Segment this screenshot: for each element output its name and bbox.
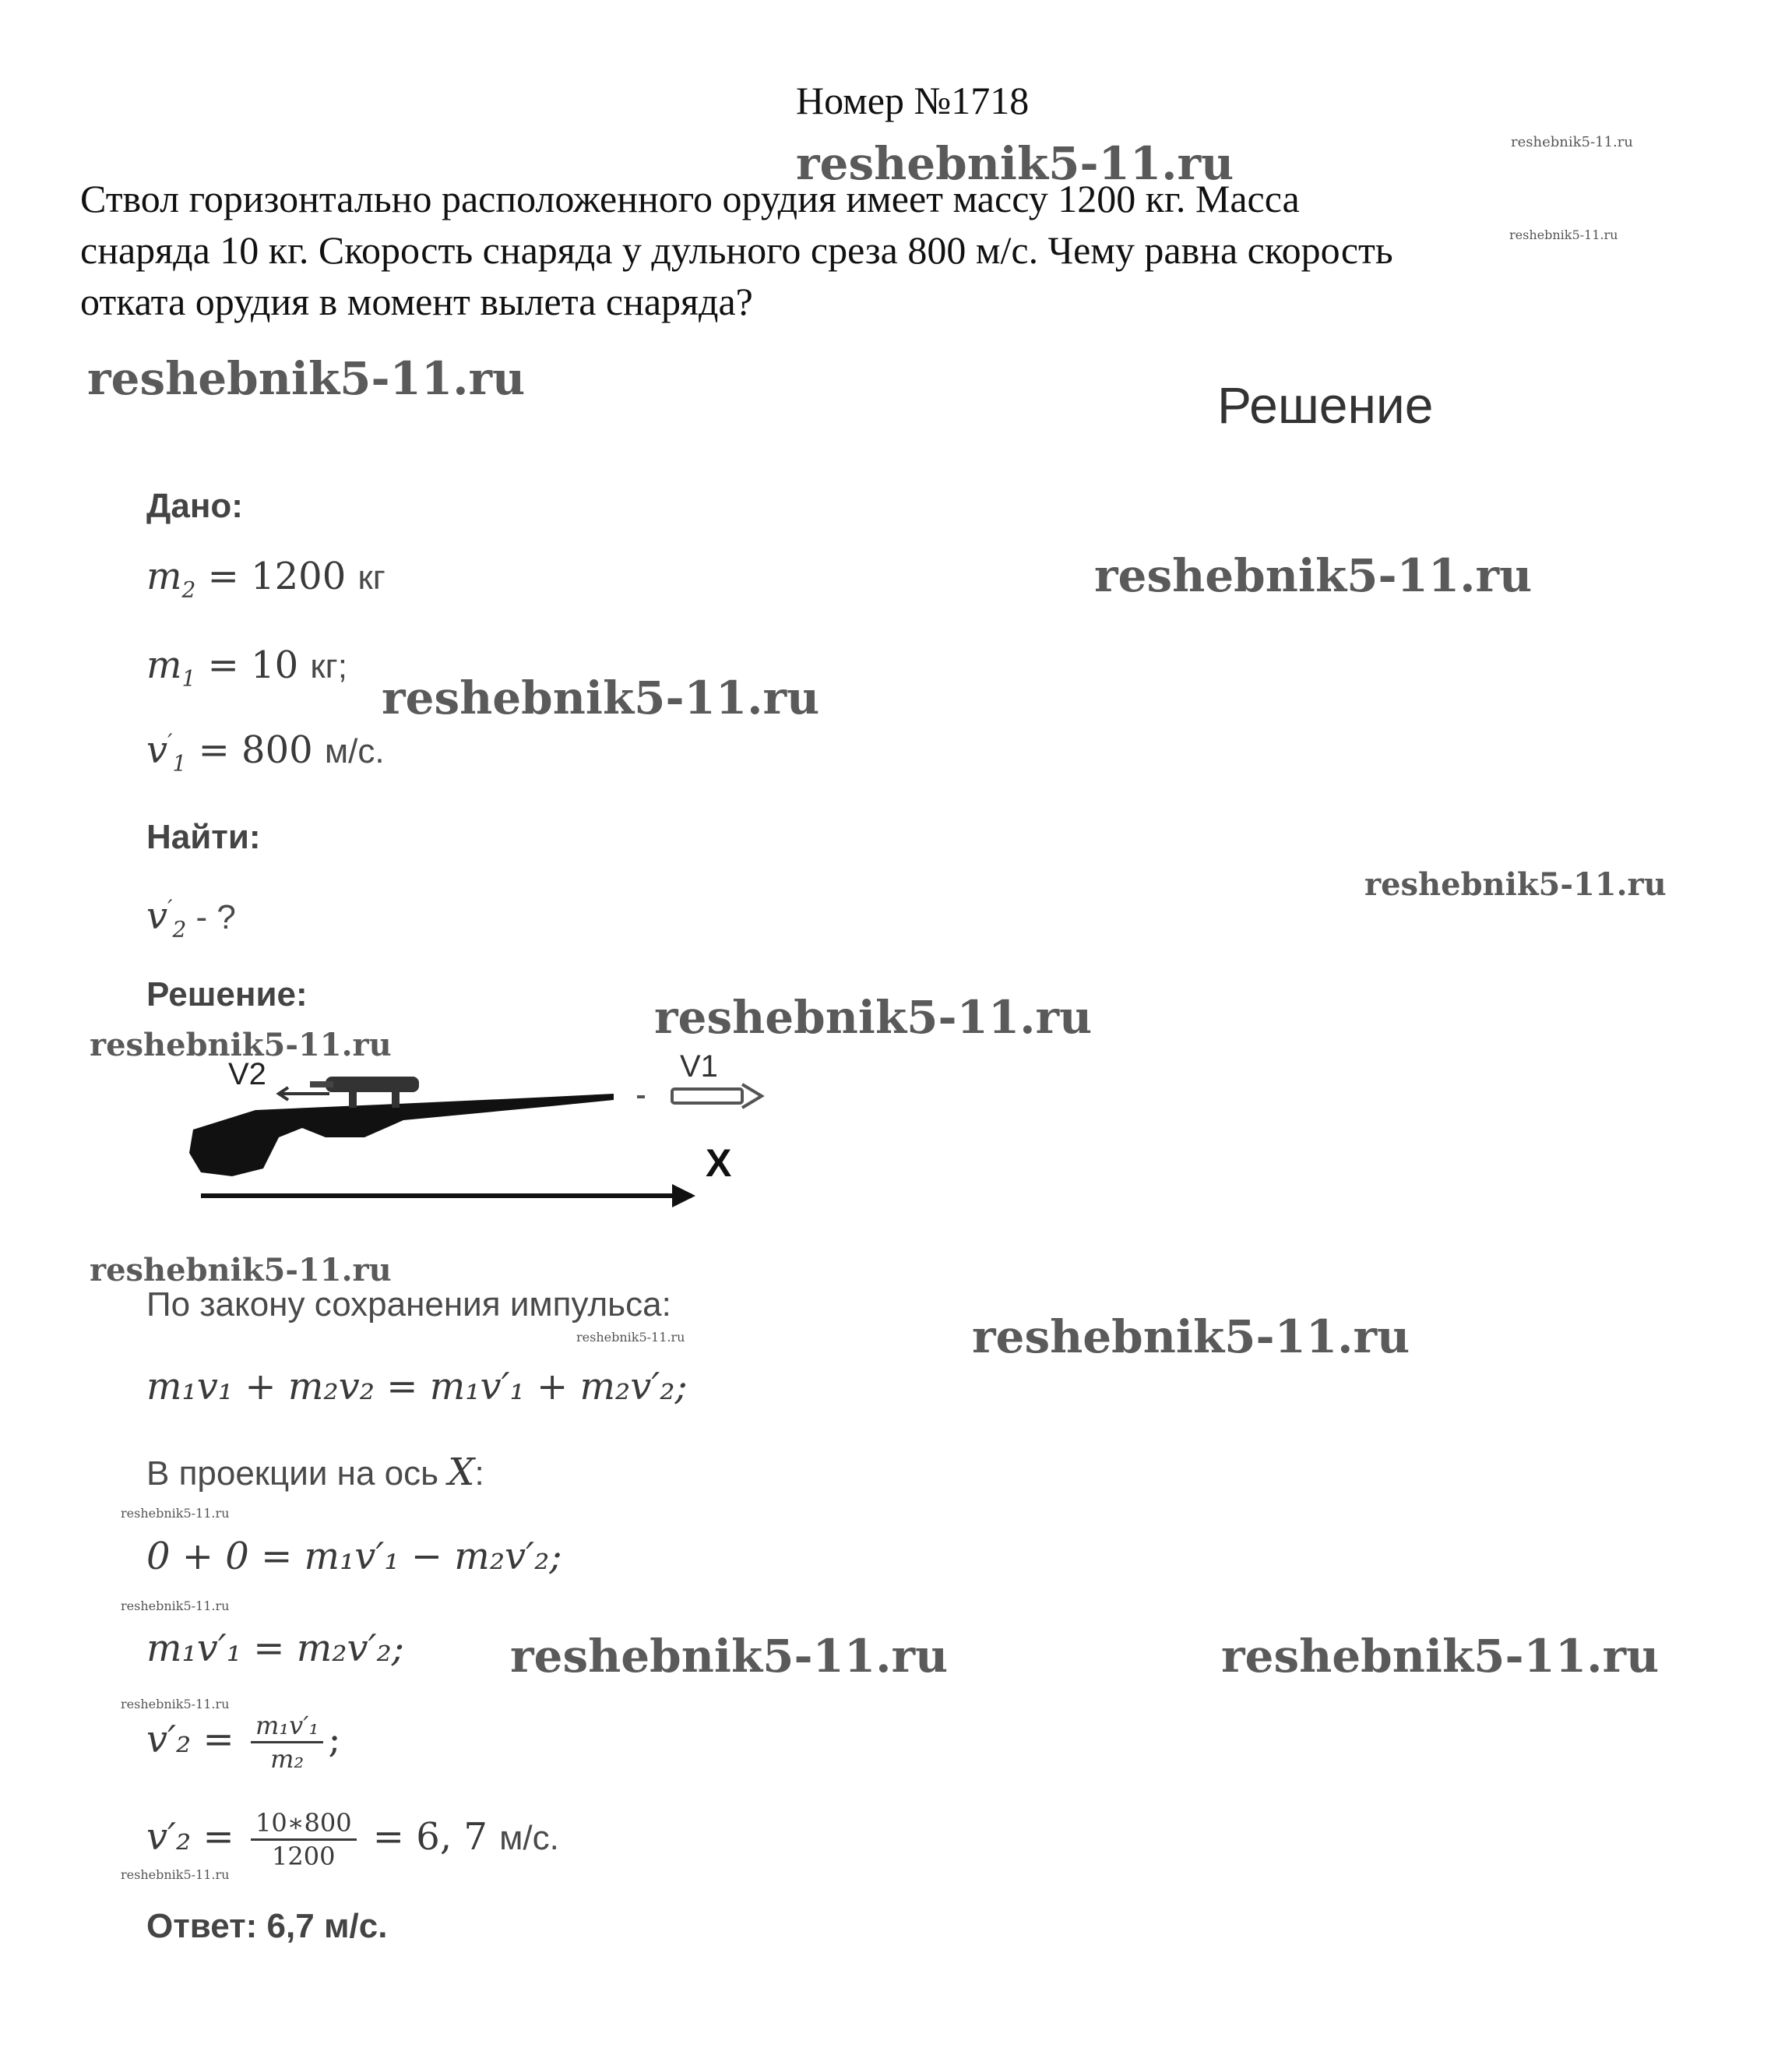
denominator: m₂ <box>270 1744 305 1774</box>
watermark: reshebnik5-11.ru <box>654 991 1093 1044</box>
unit: кг; <box>310 647 347 686</box>
var: m <box>146 555 182 598</box>
denominator: 1200 <box>272 1842 336 1871</box>
watermark: reshebnik5-11.ru <box>121 1867 230 1882</box>
v2-label: V2 <box>228 1057 266 1091</box>
watermark: reshebnik5-11.ru <box>121 1697 230 1711</box>
v2-arrow <box>279 1087 329 1100</box>
watermark: reshebnik5-11.ru <box>1094 549 1533 602</box>
subscript: 2 <box>181 576 196 603</box>
watermark: reshebnik5-11.ru <box>382 671 820 724</box>
subscript: 1 <box>181 665 196 692</box>
prime: ′ <box>167 895 173 921</box>
find-v2 <box>146 894 236 943</box>
rifle-icon <box>189 1077 614 1176</box>
answer: Ответ: 6,7 м/с. <box>146 1907 388 1945</box>
eq3-lhs: v′₂ = <box>146 1718 246 1761</box>
law-equation: m₁v₁ + m₂v₂ = m₁v′₁ + m₂v′₂; <box>146 1365 688 1408</box>
projection-text-main: В проекции на ось <box>146 1454 449 1493</box>
eq4-unit: м/с. <box>499 1819 559 1857</box>
fraction <box>251 1807 357 1872</box>
given-v1 <box>146 728 385 777</box>
given-label: Дано: <box>146 487 243 525</box>
numerator: m₁v′₁ <box>251 1710 323 1743</box>
equation-4 <box>146 1807 559 1872</box>
fraction <box>251 1710 323 1775</box>
given-m1 <box>146 643 347 692</box>
watermark: reshebnik5-11.ru <box>121 1598 230 1613</box>
solution-heading: Решение <box>1217 376 1434 434</box>
prime: ′ <box>167 729 173 755</box>
projection-colon: : <box>474 1454 484 1493</box>
numerator: 10∗800 <box>251 1807 357 1841</box>
given-m2 <box>146 555 386 603</box>
value: = 10 <box>195 643 311 687</box>
watermark: reshebnik5-11.ru <box>972 1310 1410 1363</box>
v1-label: V1 <box>680 1049 718 1084</box>
unit: м/с. <box>324 732 385 770</box>
watermark: reshebnik5-11.ru <box>1509 227 1618 242</box>
var: v <box>146 894 168 938</box>
eq4-lhs: v′₂ = <box>146 1815 246 1859</box>
equation-1: 0 + 0 = m₁v′₁ − m₂v′₂; <box>146 1535 562 1578</box>
v1-arrow <box>637 1084 762 1108</box>
equation-2: m₁v′₁ = m₂v′₂; <box>146 1627 404 1670</box>
watermark: reshebnik5-11.ru <box>1511 134 1633 150</box>
find-label: Найти: <box>146 818 261 856</box>
solution-label: Решение: <box>146 975 308 1013</box>
var: v <box>146 728 168 772</box>
watermark: reshebnik5-11.ru <box>510 1630 949 1683</box>
watermark: reshebnik5-11.ru <box>90 1027 392 1063</box>
value: = 1200 <box>195 555 358 598</box>
question: - ? <box>186 898 236 936</box>
value: = 800 <box>186 728 325 772</box>
x-axis-label: X <box>706 1141 732 1185</box>
problem-statement <box>80 173 1739 327</box>
x-axis-arrow <box>201 1184 695 1207</box>
var: m <box>146 643 182 687</box>
watermark: reshebnik5-11.ru <box>121 1506 230 1521</box>
watermark: reshebnik5-11.ru <box>1221 1630 1660 1683</box>
projection-text <box>146 1450 484 1494</box>
watermark: reshebnik5-11.ru <box>796 137 1234 190</box>
eq4-rhs: = 6, 7 <box>361 1815 500 1859</box>
watermark: reshebnik5-11.ru <box>87 352 526 405</box>
law-text: По закону сохранения импульса: <box>146 1285 671 1324</box>
eq3-end: ; <box>328 1718 341 1761</box>
projection-axis: X <box>448 1450 475 1494</box>
watermark: reshebnik5-11.ru <box>90 1252 392 1288</box>
watermark: reshebnik5-11.ru <box>576 1330 685 1345</box>
equation-3 <box>146 1710 341 1775</box>
subscript: 1 <box>172 750 187 777</box>
watermark: reshebnik5-11.ru <box>1364 866 1667 903</box>
problem-line: Ствол горизонтально расположенного орудия имеет массу 1200 кг. Масса <box>80 177 1300 220</box>
problem-line: отката орудия в момент вылета снаряда? <box>80 280 753 323</box>
problem-line: снаряда 10 кг. Скорость снаряда у дульного среза 800 м/с. Чему равна скорость <box>80 228 1393 272</box>
subscript: 2 <box>172 916 187 943</box>
page-title: Номер №1718 <box>796 79 1030 122</box>
unit: кг <box>357 559 386 597</box>
